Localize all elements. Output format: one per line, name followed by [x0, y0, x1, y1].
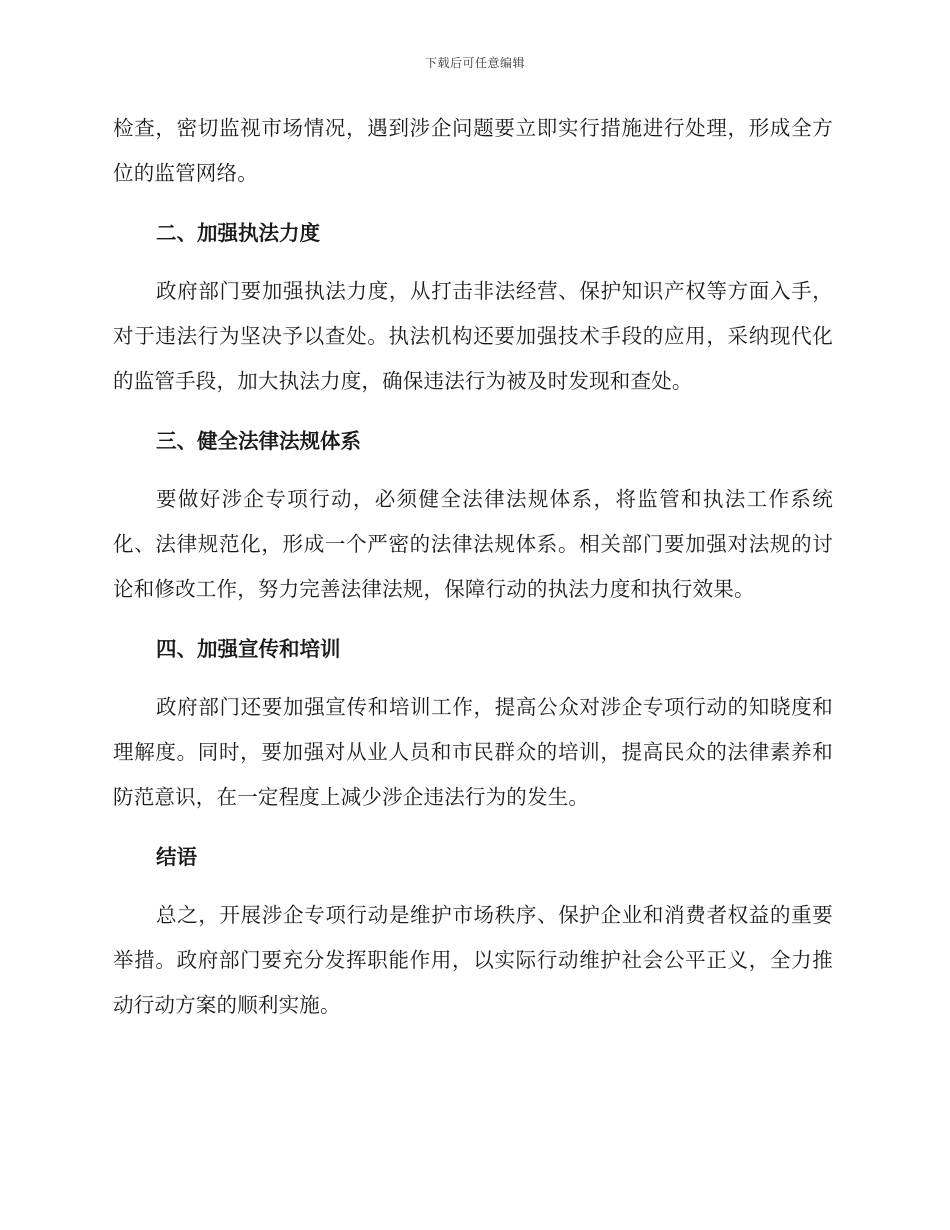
section-heading-publicity-training: 四、加强宣传和培训: [156, 637, 341, 661]
document-body: [113, 106, 833, 1043]
paragraph-continuation: 检查，密切监视市场情况，遇到涉企问题要立即实行措施进行处理，形成全方位的监管网络。: [113, 116, 833, 185]
section-heading-conclusion: 结语: [156, 845, 197, 869]
paragraph-legal-system: 要做好涉企专项行动，必须健全法律法规体系，将监管和执法工作系统化、法律规范化，形成一个严密的法律法规体系。相关部门要加强对法规的讨论和修改工作，努力完善法律法规，保障行动的执法力度和执行效果。: [113, 487, 833, 601]
section-heading-enforcement: 二、加强执法力度: [156, 221, 320, 245]
page-header: 下载后可任意编辑: [424, 56, 525, 70]
paragraph-enforcement: 政府部门要加强执法力度，从打击非法经营、保护知识产权等方面入手，对于违法行为坚决予以查处。执法机构还要加强技术手段的应用，采纳现代化的监管手段，加大执法力度，确保违法行为被及时发现和查处。: [113, 279, 833, 393]
paragraph-publicity-training: 政府部门还要加强宣传和培训工作，提高公众对涉企专项行动的知晓度和理解度。同时，要加强对从业人员和市民群众的培训，提高民众的法律素养和防范意识，在一定程度上减少涉企违法行为的发生。: [113, 695, 833, 809]
paragraph-conclusion: 总之，开展涉企专项行动是维护市场秩序、保护企业和消费者权益的重要举措。政府部门要充分发挥职能作用，以实际行动维护社会公平正义，全力推动行动方案的顺利实施。: [113, 903, 833, 1017]
section-heading-legal-system: 三、健全法律法规体系: [156, 429, 361, 453]
